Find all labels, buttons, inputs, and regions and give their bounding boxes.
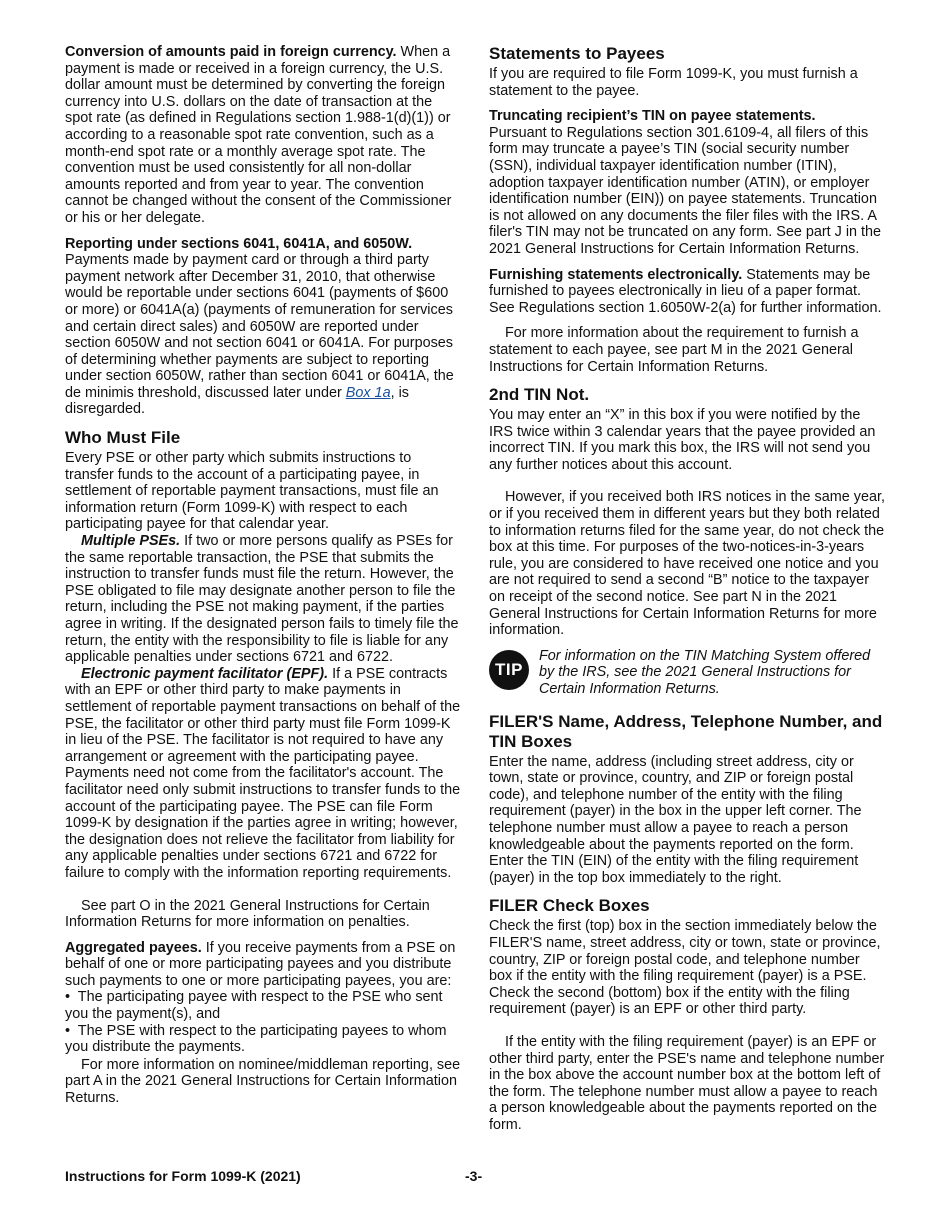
box-1a-link[interactable]: Box 1a xyxy=(345,384,391,401)
paragraph-multiple-pses: Multiple PSEs. If two or more persons qualify as PSEs for the same reportable transaction, the PSE that submits the instruction to transfer funds must file the return. However, the PSE obligated to file may designate another person to file the return, including the PSE not making payment, if the parties agree in writing. If the designated person fails to timely file the return, the entity with the responsibility to file is liable for any applicable penalties under sections 6721 and 6722. xyxy=(65,533,459,666)
paragraph-nominee: For more information on nominee/middleman reporting, see part A in the 2021 General Instructions for Certain Information Returns. xyxy=(65,1056,461,1107)
paragraph-who-must-file: Every PSE or other party which submits instructions to transfer funds to the account of a participating payee, in settlement of reportable payment transactions, must file an information return (Form 1099-K) with respect to each participating payee for that calendar year. xyxy=(65,450,439,533)
paragraph-filer-name: Enter the name, address (including street address, city or town, state or province, country, and ZIP or foreign postal code), and telephone number of the entity with the filing requirement (payer) in the box in the upper left corner. The telephone number must allow a payee to reach a person knowledgeable about the payments reported on the form. Enter the TIN (EIN) of the entity with the filing requirement (payer) in the top box immediately to the right. xyxy=(489,753,862,886)
paragraph-two-notices: However, if you received both IRS notices in the same year, or if you received them in different years but they both related to information returns filed for the same year, do not check the box at this time. For purposes of the two-notices-in-3-years rule, you are considered to have received one notice and you are not required to send a second “B” notice to the taxpayer on receipt of the second notice. See part N in the 2021 General Instructions for Certain Information Returns for more information. xyxy=(489,489,885,639)
paragraph-furnishing-electronically: Furnishing statements electronically. Statements may be furnished to payees electronically in lieu of a paper format. See Regulations section 1.6050W-2(a) for further information. xyxy=(489,266,882,316)
paragraph-2nd-tin: You may enter an “X” in this box if you were notified by the IRS twice within 3 calendar years that the payee provided an incorrect TIN. If you mark this box, the IRS will not send you any further notices about this account. xyxy=(489,407,876,473)
paragraph-epf-filer: If the entity with the filing requirement (payer) is an EPF or other third party, enter the PSE's name and telephone number in the box above the account number box at the bottom left of the form. The telephone number must allow a payee to reach a person knowledgeable about the payments reported on the form. xyxy=(489,1033,885,1133)
paragraph-penalties: See part O in the 2021 General Instructions for Certain Information Returns for more information on penalties. xyxy=(65,897,430,931)
list-item: • The participating payee with respect to the PSE who sent you the payment(s), and xyxy=(65,989,443,1023)
paragraph-title: Furnishing statements electronically. xyxy=(489,266,743,283)
left-column xyxy=(65,44,461,1116)
paragraph-foreign-currency: Conversion of amounts paid in foreign currency. When a payment is made or received in a foreign currency, the U.S. dollar amount must be determined by converting the foreign currency into U.S. dollars on the date of transaction at the spot rate (as defined in Regulations section 1.988-1(d)(1)) or according to a reasonable spot rate convention, such as a month-end spot rate or a monthly average spot rate. The convention must be used consistently for all non-dollar amounts reported and from year to year. The convention cannot be changed without the consent of the Commissioner or his or her delegate. xyxy=(65,44,452,226)
paragraph-title: Conversion of amounts paid in foreign currency. xyxy=(65,44,397,60)
paragraph-filer-check: Check the first (top) box in the section immediately below the FILER'S name, street address, city or town, state or province, country, ZIP or foreign postal code, and telephone number box if the entity with the filing requirement (payer) is a PSE. Check the second (bottom) box if the entity with the filing requirement (payer) is an EPF or other third party. xyxy=(489,918,881,1018)
heading-filer-check-boxes: FILER Check Boxes xyxy=(489,896,650,916)
right-column xyxy=(489,44,885,1142)
list-item: • The PSE with respect to the participating payees to whom you distribute the payments. xyxy=(65,1022,447,1056)
paragraph-aggregated-payees: Aggregated payees. If you receive payments from a PSE on behalf of one or more participating payees and you distribute such payments to one or more participating payees, you are: xyxy=(65,939,456,989)
page-number: -3- xyxy=(465,1168,483,1184)
paragraph-title: Reporting under sections 6041, 6041A, and 6050W. xyxy=(65,235,413,252)
heading-statements-to-payees: Statements to Payees xyxy=(489,44,665,63)
paragraph-reporting-sections: Reporting under sections 6041, 6041A, and 6050W. Payments made by payment card or through a third party payment network after December 31, 2010, that otherwise would be reportable under sections 6041 (payments of $600 or more) or 6041A(a) (payments of remuneration for services and certain direct sales) and 6050W are reported under section 6050W and not section 6041 or 6041A. For purposes of determining whether payments are subject to reporting under section 6050W, rather than section 6041 or 6041A, the de minimis threshold, discussed later under Box 1a, is disregarded. xyxy=(65,235,454,418)
paragraph-title: Aggregated payees. xyxy=(65,939,202,956)
paragraph-title: Electronic payment facilitator (EPF). xyxy=(81,665,329,682)
footer-title: Instructions for Form 1099-K (2021) xyxy=(65,1168,301,1184)
paragraph-truncating-tin: Truncating recipient’s TIN on payee statements. Pursuant to Regulations section 301.6109-4, all filers of this form may truncate a payee’s TIN (social security number (SSN), individual taxpayer identification number (ITIN), adoption taxpayer identification number (ATIN), or employer identification number (EIN)) on payee statements. Truncation is not allowed on any documents the filer files with the IRS. A filer's TIN may not be truncated on any form. See part J in the 2021 General Instructions for Certain Information Returns. xyxy=(489,108,885,257)
heading-2nd-tin-not: 2nd TIN Not. xyxy=(489,385,590,405)
paragraph-statements: If you are required to file Form 1099-K, you must furnish a statement to the payee. xyxy=(489,66,858,99)
paragraph-furnish-requirement: For more information about the requirement to furnish a statement to each payee, see part M in the 2021 General Instructions for Certain Information Returns. xyxy=(489,325,859,375)
heading-filer-name: FILER'S Name, Address, Telephone Number, and TIN Boxes xyxy=(489,711,883,751)
paragraph-title: Multiple PSEs. xyxy=(81,533,181,550)
paragraph-title: Truncating recipient’s TIN on payee statements. xyxy=(489,108,816,125)
tip-callout xyxy=(489,648,885,698)
tip-icon: TIP xyxy=(489,650,529,690)
heading-who-must-file: Who Must File xyxy=(65,428,181,448)
tip-text: For information on the TIN Matching System offered by the IRS, see the 2021 General Instructions for Certain Information Returns. xyxy=(539,647,871,697)
paragraph-epf: Electronic payment facilitator (EPF). If a PSE contracts with an EPF or other third party to make payments in settlement of reportable payment transactions on behalf of the PSE, the facilitator or other third party must file Form 1099-K in lieu of the PSE. The facilitator is not required to have any arrangement or agreement with the participating payee. Payments need not come from the facilitator's account. The facilitator need only submit instructions to transfer funds to the account of the participating payee. The PSE can file Form 1099-K by designation if the parties agree in writing; however, the designation does not relieve the facilitator from liability for any applicable penalties under sections 6721 and 6722 for failure to comply with the information reporting requirements. xyxy=(65,665,461,881)
